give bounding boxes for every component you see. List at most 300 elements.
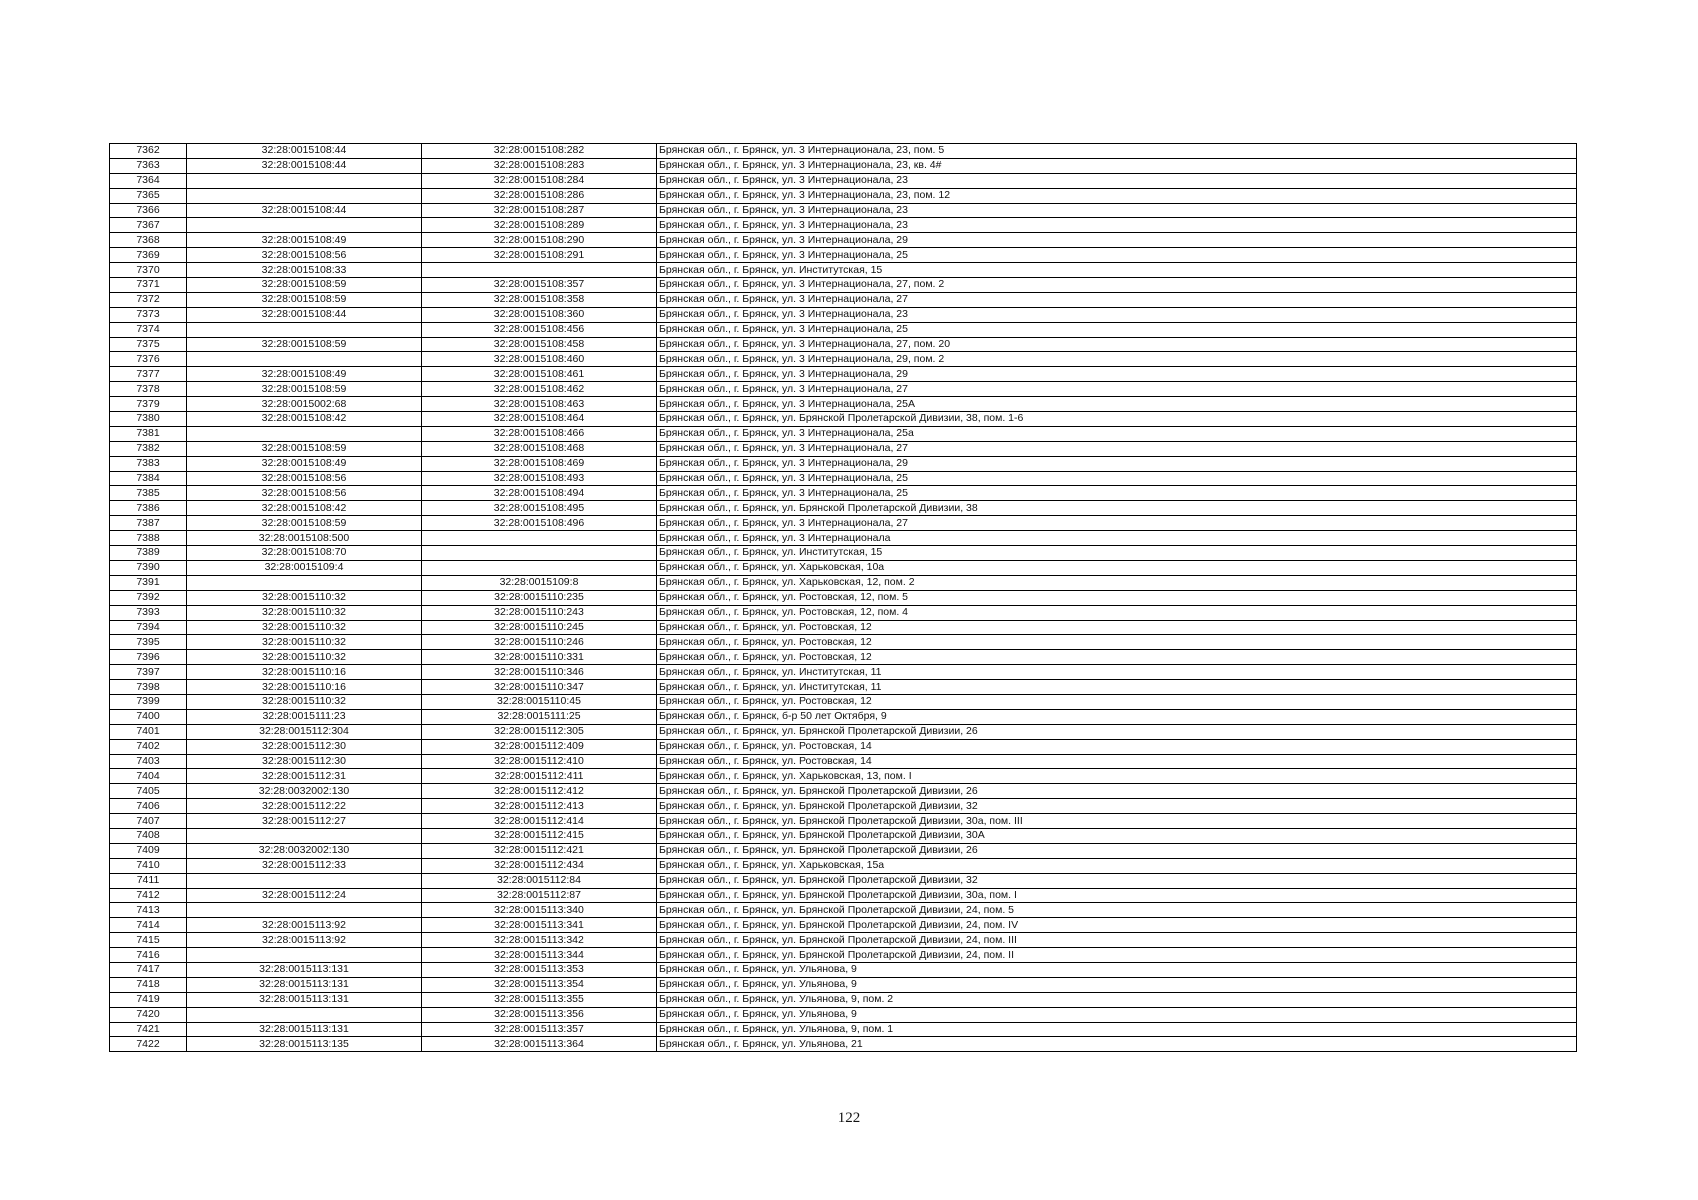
parent-cadastral-number-cell: 32:28:0015108:44 (187, 307, 422, 322)
table-row (110, 382, 1577, 397)
table-row (110, 337, 1577, 352)
address-cell: Брянская обл., г. Брянск, ул. Брянской Пролетарской Дивизии, 30а, пом. III (657, 814, 1577, 829)
row-number-cell: 7401 (110, 724, 187, 739)
table-row (110, 352, 1577, 367)
parent-cadastral-number-cell (187, 173, 422, 188)
address-cell: Брянская обл., г. Брянск, ул. Ростовская, 14 (657, 754, 1577, 769)
cadastral-number-cell: 32:28:0015108:463 (422, 397, 657, 412)
parent-cadastral-number-cell (187, 1007, 422, 1022)
cadastral-number-cell: 32:28:0015113:353 (422, 962, 657, 977)
row-number-cell: 7375 (110, 337, 187, 352)
address-cell: Брянская обл., г. Брянск, ул. Ульянова, 9, пом. 2 (657, 992, 1577, 1007)
cadastral-number-cell: 32:28:0015113:364 (422, 1037, 657, 1052)
table-row (110, 516, 1577, 531)
row-number-cell: 7382 (110, 441, 187, 456)
address-cell: Брянская обл., г. Брянск, ул. Харьковская, 13, пом. I (657, 769, 1577, 784)
row-number-cell: 7406 (110, 799, 187, 814)
page-number: 122 (837, 1110, 861, 1126)
address-cell: Брянская обл., г. Брянск, ул. Ростовская, 12 (657, 620, 1577, 635)
parent-cadastral-number-cell: 32:28:0015108:44 (187, 158, 422, 173)
address-cell: Брянская обл., г. Брянск, ул. 3 Интернационала, 25А (657, 397, 1577, 412)
table-row (110, 158, 1577, 173)
address-cell: Брянская обл., г. Брянск, ул. 3 Интернационала, 25 (657, 471, 1577, 486)
address-cell: Брянская обл., г. Брянск, ул. Ростовская, 12, пом. 4 (657, 605, 1577, 620)
table-row (110, 635, 1577, 650)
address-cell: Брянская обл., г. Брянск, ул. Брянской Пролетарской Дивизии, 38, пом. 1-6 (657, 412, 1577, 427)
table-row (110, 918, 1577, 933)
row-number-cell: 7405 (110, 784, 187, 799)
row-number-cell: 7387 (110, 516, 187, 531)
table-row (110, 828, 1577, 843)
parent-cadastral-number-cell: 32:28:0015108:59 (187, 516, 422, 531)
table-row (110, 322, 1577, 337)
row-number-cell: 7396 (110, 650, 187, 665)
address-cell: Брянская обл., г. Брянск, ул. 3 Интернационала, 27, пом. 20 (657, 337, 1577, 352)
address-cell: Брянская обл., г. Брянск, ул. Ростовская, 14 (657, 739, 1577, 754)
parent-cadastral-number-cell: 32:28:0015111:23 (187, 709, 422, 724)
cadastral-number-cell: 32:28:0015113:340 (422, 903, 657, 918)
row-number-cell: 7414 (110, 918, 187, 933)
parent-cadastral-number-cell: 32:28:0015110:16 (187, 665, 422, 680)
row-number-cell: 7378 (110, 382, 187, 397)
address-cell: Брянская обл., г. Брянск, ул. Институтская, 15 (657, 546, 1577, 561)
parent-cadastral-number-cell (187, 352, 422, 367)
table-row (110, 709, 1577, 724)
table-row (110, 486, 1577, 501)
table-row (110, 739, 1577, 754)
cadastral-number-cell: 32:28:0015108:456 (422, 322, 657, 337)
address-cell: Брянская обл., г. Брянск, ул. 3 Интернационала, 27 (657, 382, 1577, 397)
address-cell: Брянская обл., г. Брянск, ул. 3 Интернационала, 25 (657, 322, 1577, 337)
address-cell: Брянская обл., г. Брянск, ул. 3 Интернационала, 27, пом. 2 (657, 278, 1577, 293)
parent-cadastral-number-cell: 32:28:0015112:22 (187, 799, 422, 814)
parent-cadastral-number-cell: 32:28:0015110:32 (187, 635, 422, 650)
parent-cadastral-number-cell: 32:28:0032002:130 (187, 784, 422, 799)
row-number-cell: 7403 (110, 754, 187, 769)
row-number-cell: 7392 (110, 590, 187, 605)
cadastral-number-cell (422, 531, 657, 546)
address-cell: Брянская обл., г. Брянск, ул. 3 Интернационала, 23 (657, 203, 1577, 218)
cadastral-number-cell: 32:28:0015112:415 (422, 828, 657, 843)
cadastral-number-cell: 32:28:0015113:355 (422, 992, 657, 1007)
row-number-cell: 7376 (110, 352, 187, 367)
parent-cadastral-number-cell: 32:28:0015108:42 (187, 412, 422, 427)
cadastral-number-cell: 32:28:0015112:412 (422, 784, 657, 799)
cadastral-number-cell: 32:28:0015108:289 (422, 218, 657, 233)
address-cell: Брянская обл., г. Брянск, ул. Ростовская, 12 (657, 635, 1577, 650)
cadastral-number-cell: 32:28:0015112:87 (422, 888, 657, 903)
cadastral-number-cell: 32:28:0015108:466 (422, 426, 657, 441)
address-cell: Брянская обл., г. Брянск, ул. 3 Интернационала, 29 (657, 233, 1577, 248)
cadastral-number-cell: 32:28:0015112:409 (422, 739, 657, 754)
table-row (110, 1007, 1577, 1022)
row-number-cell: 7367 (110, 218, 187, 233)
table-row (110, 546, 1577, 561)
table-row (110, 992, 1577, 1007)
table-row (110, 754, 1577, 769)
cadastral-number-cell: 32:28:0015108:494 (422, 486, 657, 501)
row-number-cell: 7394 (110, 620, 187, 635)
table-row (110, 962, 1577, 977)
row-number-cell: 7362 (110, 144, 187, 159)
row-number-cell: 7374 (110, 322, 187, 337)
table-row (110, 888, 1577, 903)
cadastral-number-cell: 32:28:0015110:245 (422, 620, 657, 635)
row-number-cell: 7399 (110, 694, 187, 709)
parent-cadastral-number-cell: 32:28:0015112:30 (187, 754, 422, 769)
parent-cadastral-number-cell: 32:28:0015108:70 (187, 546, 422, 561)
parent-cadastral-number-cell: 32:28:0015110:16 (187, 680, 422, 695)
address-cell: Брянская обл., г. Брянск, ул. 3 Интернационала, 23 (657, 307, 1577, 322)
table-row (110, 173, 1577, 188)
row-number-cell: 7407 (110, 814, 187, 829)
address-cell: Брянская обл., г. Брянск, ул. Харьковская, 12, пом. 2 (657, 575, 1577, 590)
parent-cadastral-number-cell: 32:28:0015108:44 (187, 144, 422, 159)
table-row (110, 694, 1577, 709)
row-number-cell: 7412 (110, 888, 187, 903)
table-row (110, 799, 1577, 814)
cadastral-number-cell (422, 546, 657, 561)
cadastral-number-cell: 32:28:0015108:284 (422, 173, 657, 188)
cadastral-number-cell: 32:28:0015112:434 (422, 858, 657, 873)
parent-cadastral-number-cell: 32:28:0015108:33 (187, 263, 422, 278)
cadastral-number-cell: 32:28:0015110:235 (422, 590, 657, 605)
table-row (110, 903, 1577, 918)
cadastral-number-cell: 32:28:0015112:84 (422, 873, 657, 888)
parent-cadastral-number-cell: 32:28:0015002:68 (187, 397, 422, 412)
address-cell: Брянская обл., г. Брянск, ул. Институтская, 11 (657, 665, 1577, 680)
table-row (110, 188, 1577, 203)
cadastral-number-cell: 32:28:0015108:291 (422, 248, 657, 263)
address-cell: Брянская обл., г. Брянск, ул. Брянской Пролетарской Дивизии, 26 (657, 784, 1577, 799)
parent-cadastral-number-cell: 32:28:0015113:131 (187, 962, 422, 977)
address-cell: Брянская обл., г. Брянск, ул. Брянской Пролетарской Дивизии, 26 (657, 724, 1577, 739)
cadastral-number-cell: 32:28:0015108:468 (422, 441, 657, 456)
row-number-cell: 7397 (110, 665, 187, 680)
row-number-cell: 7365 (110, 188, 187, 203)
registry-table-body (110, 144, 1577, 1052)
address-cell: Брянская обл., г. Брянск, ул. Харьковская, 15а (657, 858, 1577, 873)
row-number-cell: 7389 (110, 546, 187, 561)
cadastral-number-cell: 32:28:0015112:413 (422, 799, 657, 814)
cadastral-number-cell: 32:28:0015109:8 (422, 575, 657, 590)
cadastral-number-cell: 32:28:0015108:286 (422, 188, 657, 203)
parent-cadastral-number-cell (187, 575, 422, 590)
cadastral-number-cell: 32:28:0015110:246 (422, 635, 657, 650)
table-row (110, 233, 1577, 248)
cadastral-number-cell: 32:28:0015111:25 (422, 709, 657, 724)
address-cell: Брянская обл., г. Брянск, ул. Брянской Пролетарской Дивизии, 26 (657, 843, 1577, 858)
cadastral-number-cell: 32:28:0015108:460 (422, 352, 657, 367)
row-number-cell: 7388 (110, 531, 187, 546)
row-number-cell: 7422 (110, 1037, 187, 1052)
address-cell: Брянская обл., г. Брянск, ул. Брянской Пролетарской Дивизии, 24, пом. II (657, 948, 1577, 963)
address-cell: Брянская обл., г. Брянск, ул. Ульянова, 21 (657, 1037, 1577, 1052)
table-row (110, 307, 1577, 322)
table-row (110, 665, 1577, 680)
table-row (110, 814, 1577, 829)
row-number-cell: 7393 (110, 605, 187, 620)
parent-cadastral-number-cell: 32:28:0015108:59 (187, 278, 422, 293)
cadastral-number-cell: 32:28:0015113:342 (422, 933, 657, 948)
table-row (110, 501, 1577, 516)
parent-cadastral-number-cell (187, 948, 422, 963)
row-number-cell: 7384 (110, 471, 187, 486)
address-cell: Брянская обл., г. Брянск, ул. Ульянова, 9, пом. 1 (657, 1022, 1577, 1037)
cadastral-number-cell: 32:28:0015108:495 (422, 501, 657, 516)
address-cell: Брянская обл., г. Брянск, ул. Брянской Пролетарской Дивизии, 32 (657, 873, 1577, 888)
address-cell: Брянская обл., г. Брянск, ул. Брянской Пролетарской Дивизии, 30а, пом. I (657, 888, 1577, 903)
cadastral-number-cell: 32:28:0015113:354 (422, 977, 657, 992)
address-cell: Брянская обл., г. Брянск, ул. 3 Интернационала, 29, пом. 2 (657, 352, 1577, 367)
cadastral-number-cell: 32:28:0015113:341 (422, 918, 657, 933)
address-cell: Брянская обл., г. Брянск, ул. Брянской Пролетарской Дивизии, 30А (657, 828, 1577, 843)
parent-cadastral-number-cell: 32:28:0015110:32 (187, 620, 422, 635)
cadastral-number-cell: 32:28:0015108:469 (422, 456, 657, 471)
cadastral-number-cell: 32:28:0015108:462 (422, 382, 657, 397)
parent-cadastral-number-cell: 32:28:0015112:33 (187, 858, 422, 873)
row-number-cell: 7404 (110, 769, 187, 784)
parent-cadastral-number-cell: 32:28:0015108:59 (187, 292, 422, 307)
address-cell: Брянская обл., г. Брянск, ул. Брянской Пролетарской Дивизии, 32 (657, 799, 1577, 814)
row-number-cell: 7415 (110, 933, 187, 948)
address-cell: Брянская обл., г. Брянск, ул. 3 Интернационала (657, 531, 1577, 546)
cadastral-number-cell: 32:28:0015108:358 (422, 292, 657, 307)
cadastral-number-cell: 32:28:0015110:243 (422, 605, 657, 620)
cadastral-number-cell: 32:28:0015108:283 (422, 158, 657, 173)
table-row (110, 248, 1577, 263)
row-number-cell: 7420 (110, 1007, 187, 1022)
table-row (110, 590, 1577, 605)
table-row (110, 948, 1577, 963)
parent-cadastral-number-cell (187, 828, 422, 843)
parent-cadastral-number-cell: 32:28:0015108:59 (187, 337, 422, 352)
table-row (110, 203, 1577, 218)
address-cell: Брянская обл., г. Брянск, ул. Институтская, 15 (657, 263, 1577, 278)
row-number-cell: 7368 (110, 233, 187, 248)
row-number-cell: 7371 (110, 278, 187, 293)
row-number-cell: 7370 (110, 263, 187, 278)
parent-cadastral-number-cell: 32:28:0015108:500 (187, 531, 422, 546)
table-row (110, 471, 1577, 486)
address-cell: Брянская обл., г. Брянск, ул. Брянской Пролетарской Дивизии, 24, пом. IV (657, 918, 1577, 933)
parent-cadastral-number-cell: 32:28:0015108:49 (187, 367, 422, 382)
parent-cadastral-number-cell: 32:28:0015113:131 (187, 992, 422, 1007)
parent-cadastral-number-cell: 32:28:0015110:32 (187, 650, 422, 665)
address-cell: Брянская обл., г. Брянск, б-р 50 лет Октября, 9 (657, 709, 1577, 724)
address-cell: Брянская обл., г. Брянск, ул. 3 Интернационала, 23, пом. 5 (657, 144, 1577, 159)
address-cell: Брянская обл., г. Брянск, ул. 3 Интернационала, 27 (657, 441, 1577, 456)
cadastral-number-cell: 32:28:0015108:458 (422, 337, 657, 352)
table-row (110, 1037, 1577, 1052)
table-row (110, 575, 1577, 590)
table-row (110, 278, 1577, 293)
parent-cadastral-number-cell: 32:28:0015109:4 (187, 560, 422, 575)
parent-cadastral-number-cell: 32:28:0015113:131 (187, 1022, 422, 1037)
cadastral-number-cell: 32:28:0015112:414 (422, 814, 657, 829)
address-cell: Брянская обл., г. Брянск, ул. Брянской Пролетарской Дивизии, 24, пом. 5 (657, 903, 1577, 918)
parent-cadastral-number-cell: 32:28:0015112:27 (187, 814, 422, 829)
address-cell: Брянская обл., г. Брянск, ул. 3 Интернационала, 23, кв. 4# (657, 158, 1577, 173)
parent-cadastral-number-cell: 32:28:0015108:42 (187, 501, 422, 516)
row-number-cell: 7369 (110, 248, 187, 263)
table-row (110, 933, 1577, 948)
table-row (110, 620, 1577, 635)
address-cell: Брянская обл., г. Брянск, ул. 3 Интернационала, 25 (657, 248, 1577, 263)
parent-cadastral-number-cell: 32:28:0015108:44 (187, 203, 422, 218)
table-row (110, 650, 1577, 665)
table-row (110, 426, 1577, 441)
address-cell: Брянская обл., г. Брянск, ул. Ульянова, 9 (657, 1007, 1577, 1022)
address-cell: Брянская обл., г. Брянск, ул. 3 Интернационала, 23, пом. 12 (657, 188, 1577, 203)
address-cell: Брянская обл., г. Брянск, ул. Ростовская, 12, пом. 5 (657, 590, 1577, 605)
table-row (110, 769, 1577, 784)
cadastral-number-cell: 32:28:0015108:461 (422, 367, 657, 382)
parent-cadastral-number-cell: 32:28:0015113:135 (187, 1037, 422, 1052)
table-row (110, 412, 1577, 427)
address-cell: Брянская обл., г. Брянск, ул. Институтская, 11 (657, 680, 1577, 695)
cadastral-number-cell: 32:28:0015110:45 (422, 694, 657, 709)
table-row (110, 531, 1577, 546)
row-number-cell: 7411 (110, 873, 187, 888)
address-cell: Брянская обл., г. Брянск, ул. 3 Интернационала, 29 (657, 367, 1577, 382)
parent-cadastral-number-cell: 32:28:0015112:304 (187, 724, 422, 739)
row-number-cell: 7391 (110, 575, 187, 590)
table-row (110, 858, 1577, 873)
table-row (110, 873, 1577, 888)
cadastral-number-cell (422, 560, 657, 575)
row-number-cell: 7377 (110, 367, 187, 382)
cadastral-number-cell: 32:28:0015112:305 (422, 724, 657, 739)
parent-cadastral-number-cell: 32:28:0015108:59 (187, 441, 422, 456)
cadastral-number-cell: 32:28:0015113:344 (422, 948, 657, 963)
row-number-cell: 7400 (110, 709, 187, 724)
parent-cadastral-number-cell: 32:28:0015108:49 (187, 233, 422, 248)
row-number-cell: 7417 (110, 962, 187, 977)
cadastral-number-cell (422, 263, 657, 278)
parent-cadastral-number-cell: 32:28:0015108:56 (187, 248, 422, 263)
row-number-cell: 7390 (110, 560, 187, 575)
address-cell: Брянская обл., г. Брянск, ул. 3 Интернационала, 25а (657, 426, 1577, 441)
parent-cadastral-number-cell (187, 218, 422, 233)
row-number-cell: 7381 (110, 426, 187, 441)
table-row (110, 1022, 1577, 1037)
cadastral-number-cell: 32:28:0015108:290 (422, 233, 657, 248)
parent-cadastral-number-cell: 32:28:0015108:49 (187, 456, 422, 471)
row-number-cell: 7383 (110, 456, 187, 471)
row-number-cell: 7419 (110, 992, 187, 1007)
table-row (110, 367, 1577, 382)
parent-cadastral-number-cell (187, 903, 422, 918)
address-cell: Брянская обл., г. Брянск, ул. Харьковская, 10а (657, 560, 1577, 575)
cadastral-number-cell: 32:28:0015108:357 (422, 278, 657, 293)
address-cell: Брянская обл., г. Брянск, ул. Брянской Пролетарской Дивизии, 24, пом. III (657, 933, 1577, 948)
cadastral-number-cell: 32:28:0015108:287 (422, 203, 657, 218)
cadastral-number-cell: 32:28:0015113:357 (422, 1022, 657, 1037)
parent-cadastral-number-cell: 32:28:0015110:32 (187, 605, 422, 620)
address-cell: Брянская обл., г. Брянск, ул. 3 Интернационала, 23 (657, 218, 1577, 233)
cadastral-number-cell: 32:28:0015110:347 (422, 680, 657, 695)
address-cell: Брянская обл., г. Брянск, ул. 3 Интернационала, 27 (657, 516, 1577, 531)
row-number-cell: 7373 (110, 307, 187, 322)
row-number-cell: 7418 (110, 977, 187, 992)
cadastral-number-cell: 32:28:0015110:346 (422, 665, 657, 680)
parent-cadastral-number-cell: 32:28:0015110:32 (187, 694, 422, 709)
parent-cadastral-number-cell (187, 188, 422, 203)
row-number-cell: 7372 (110, 292, 187, 307)
parent-cadastral-number-cell (187, 322, 422, 337)
row-number-cell: 7363 (110, 158, 187, 173)
cadastral-number-cell: 32:28:0015108:360 (422, 307, 657, 322)
table-row (110, 144, 1577, 159)
table-row (110, 605, 1577, 620)
row-number-cell: 7385 (110, 486, 187, 501)
table-row (110, 560, 1577, 575)
registry-table (109, 143, 1577, 1052)
cadastral-number-cell: 32:28:0015108:282 (422, 144, 657, 159)
row-number-cell: 7379 (110, 397, 187, 412)
address-cell: Брянская обл., г. Брянск, ул. 3 Интернационала, 25 (657, 486, 1577, 501)
row-number-cell: 7380 (110, 412, 187, 427)
row-number-cell: 7386 (110, 501, 187, 516)
row-number-cell: 7398 (110, 680, 187, 695)
parent-cadastral-number-cell (187, 873, 422, 888)
table-row (110, 784, 1577, 799)
parent-cadastral-number-cell: 32:28:0015113:92 (187, 933, 422, 948)
row-number-cell: 7364 (110, 173, 187, 188)
parent-cadastral-number-cell: 32:28:0015108:59 (187, 382, 422, 397)
parent-cadastral-number-cell: 32:28:0015112:24 (187, 888, 422, 903)
cadastral-number-cell: 32:28:0015112:410 (422, 754, 657, 769)
address-cell: Брянская обл., г. Брянск, ул. 3 Интернационала, 27 (657, 292, 1577, 307)
table-row (110, 441, 1577, 456)
table-row (110, 292, 1577, 307)
row-number-cell: 7366 (110, 203, 187, 218)
address-cell: Брянская обл., г. Брянск, ул. 3 Интернационала, 23 (657, 173, 1577, 188)
cadastral-number-cell: 32:28:0015110:331 (422, 650, 657, 665)
cadastral-number-cell: 32:28:0015112:421 (422, 843, 657, 858)
row-number-cell: 7408 (110, 828, 187, 843)
cadastral-number-cell: 32:28:0015108:496 (422, 516, 657, 531)
row-number-cell: 7402 (110, 739, 187, 754)
parent-cadastral-number-cell: 32:28:0015108:56 (187, 471, 422, 486)
address-cell: Брянская обл., г. Брянск, ул. Ульянова, 9 (657, 977, 1577, 992)
parent-cadastral-number-cell: 32:28:0015112:31 (187, 769, 422, 784)
cadastral-number-cell: 32:28:0015113:356 (422, 1007, 657, 1022)
table-row (110, 218, 1577, 233)
parent-cadastral-number-cell: 32:28:0015113:92 (187, 918, 422, 933)
row-number-cell: 7395 (110, 635, 187, 650)
parent-cadastral-number-cell (187, 426, 422, 441)
address-cell: Брянская обл., г. Брянск, ул. Ростовская, 12 (657, 694, 1577, 709)
row-number-cell: 7413 (110, 903, 187, 918)
cadastral-number-cell: 32:28:0015108:493 (422, 471, 657, 486)
address-cell: Брянская обл., г. Брянск, ул. 3 Интернационала, 29 (657, 456, 1577, 471)
table-row (110, 977, 1577, 992)
table-row (110, 263, 1577, 278)
row-number-cell: 7410 (110, 858, 187, 873)
parent-cadastral-number-cell: 32:28:0015113:131 (187, 977, 422, 992)
row-number-cell: 7421 (110, 1022, 187, 1037)
row-number-cell: 7409 (110, 843, 187, 858)
row-number-cell: 7416 (110, 948, 187, 963)
table-row (110, 680, 1577, 695)
table-row (110, 397, 1577, 412)
cadastral-number-cell: 32:28:0015112:411 (422, 769, 657, 784)
parent-cadastral-number-cell: 32:28:0015110:32 (187, 590, 422, 605)
parent-cadastral-number-cell: 32:28:0032002:130 (187, 843, 422, 858)
parent-cadastral-number-cell: 32:28:0015108:56 (187, 486, 422, 501)
